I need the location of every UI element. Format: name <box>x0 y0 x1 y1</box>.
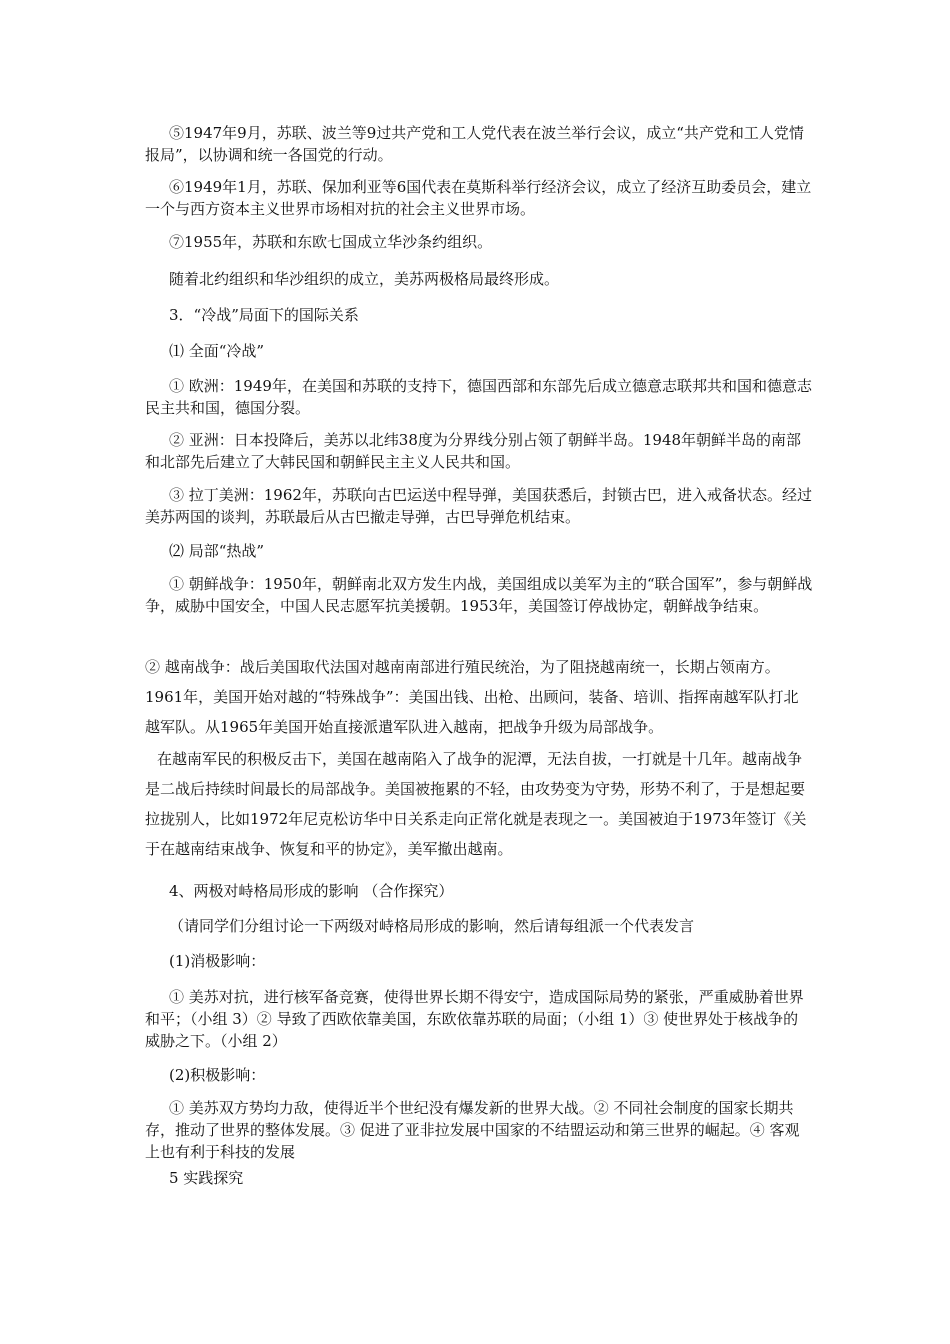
subheading-full-cold-war: ⑴ 全面“冷战” <box>169 342 265 360</box>
paragraph-europe: ① 欧洲：1949年，在美国和苏联的支持下，德国西部和东部先后成立德意志联邦共和国和德意志民主共和国，德国分裂。 <box>145 377 812 417</box>
paragraph-bipolar-formed: 随着北约组织和华沙组织的成立，美苏两极格局最终形成。 <box>169 270 560 288</box>
paragraph-korean-war: ① 朝鲜战争：1950年，朝鲜南北双方发生内战，美国组成以美军为主的“联合国军”，参与朝鲜战争，威胁中国安全，中国人民志愿军抗美援朝。1953年，美国签订停战协定，朝鲜战争结束。 <box>145 575 813 615</box>
paragraph-negative-effects: ① 美苏对抗，进行核军备竞赛，使得世界长期不得安宁，造成国际局势的紧张，严重威胁着世界和平；（小组 3）② 导致了西欧依靠美国，东欧依靠苏联的局面；（小组 1）③ 使世界处于核战争的威胁之下。（小组 2） <box>145 988 804 1050</box>
paragraph-discussion-prompt: （请同学们分组讨论一下两级对峙格局形成的影响，然后请每组派一个代表发言 <box>169 917 695 935</box>
subheading-local-hot-war: ⑵ 局部“热战” <box>169 542 265 560</box>
paragraph-vietnam-quagmire: 在越南军民的积极反击下，美国在越南陷入了战争的泥潭，无法自拔，一打就是十几年。越南战争是二战后持续时间最长的局部战争。美国被拖累的不轻，由攻势变为守势，形势不利了，于是想起要拉拢别人，比如1972年尼克松访华中日关系走向正常化就是表现之一。美国被迫于1973年签订《关于在越南结束战争、恢复和平的协定》，美军撤出越南。 <box>145 750 807 858</box>
paragraph-positive-effects: ① 美苏双方势均力敌，使得近半个世纪没有爆发新的世界大战。② 不同社会制度的国家长期共存，推动了世界的整体发展。③ 促进了亚非拉发展中国家的不结盟运动和第三世界的崛起。④ 客观上也有利于科技的发展 <box>145 1099 800 1161</box>
paragraph-vietnam-war: ② 越南战争：战后美国取代法国对越南南部进行殖民统治，为了阻挠越南统一，长期占领南方。1961年，美国开始对越的“特殊战争”：美国出钱、出枪、出顾问，装备、培训、指挥南越军队打北越军队。从1965年美国开始直接派遣军队进入越南，把战争升级为局部战争。 <box>145 658 799 736</box>
subheading-positive-effects: (2)积极影响： <box>169 1066 266 1084</box>
paragraph-warsaw-pact: ⑦1955年，苏联和东欧七国成立华沙条约组织。 <box>169 233 493 251</box>
paragraph-asia: ② 亚洲：日本投降后，美苏以北纬38度为分界线分别占领了朝鲜半岛。1948年朝鲜半岛的南部和北部先后建立了大韩民国和朝鲜民主主义人民共和国。 <box>145 431 802 471</box>
paragraph-comecon: ⑥1949年1月，苏联、保加利亚等6国代表在莫斯科举行经济会议，成立了经济互助委员会，建立一个与西方资本主义世界市场相对抗的社会主义世界市场。 <box>145 178 812 218</box>
section-heading-4: 4、两极对峙格局形成的影响 （合作探究） <box>169 882 454 900</box>
paragraph-latin-america: ③ 拉丁美洲：1962年，苏联向古巴运送中程导弹，美国获悉后，封锁古巴，进入戒备状态。经过美苏两国的谈判，苏联最后从古巴撤走导弹，古巴导弹危机结束。 <box>145 486 812 526</box>
section-heading-3: 3．“冷战”局面下的国际关系 <box>169 306 359 324</box>
section-heading-5: 5 实践探究 <box>169 1169 244 1187</box>
paragraph-cominform: ⑤1947年9月，苏联、波兰等9过共产党和工人党代表在波兰举行会议，成立“共产党和工人党情报局”，以协调和统一各国党的行动。 <box>145 124 804 164</box>
subheading-negative-effects: (1)消极影响： <box>169 952 266 970</box>
